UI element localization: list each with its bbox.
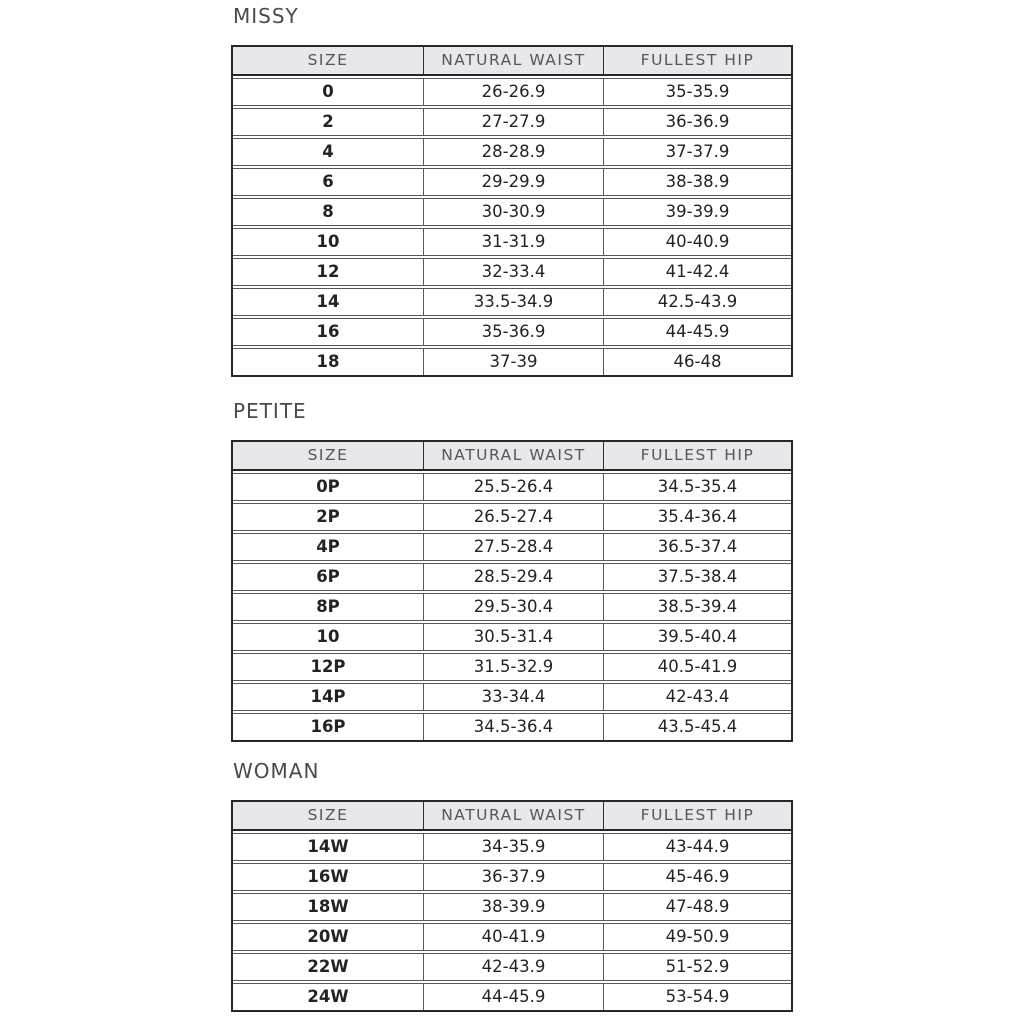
section-title: WOMAN: [233, 759, 320, 783]
column-header-size: SIZE: [307, 50, 349, 69]
natural-waist-cell: 44-45.9: [423, 984, 603, 1010]
fullest-hip-cell: 43.5-45.4: [603, 714, 791, 740]
section-woman: [231, 759, 793, 1012]
natural-waist-cell: 29.5-30.4: [423, 594, 603, 620]
natural-waist-cell: 42-43.9: [423, 954, 603, 980]
column-header-size: SIZE: [307, 805, 349, 824]
column-header-natural-waist: NATURAL WAIST: [423, 47, 603, 74]
size-cell: 6P: [316, 566, 340, 586]
table-row: [233, 563, 791, 591]
natural-waist-cell: 32-33.4: [423, 259, 603, 285]
natural-waist-cell: 33-34.4: [423, 684, 603, 710]
size-cell: 16: [316, 321, 340, 341]
natural-waist-cell: 29-29.9: [423, 169, 603, 195]
column-header-fullest-hip: FULLEST HIP: [603, 47, 791, 74]
natural-waist-cell: 27.5-28.4: [423, 534, 603, 560]
natural-waist-cell: 28-28.9: [423, 139, 603, 165]
table-row: [233, 533, 791, 561]
natural-waist-cell: 31.5-32.9: [423, 654, 603, 680]
natural-waist-cell: 30.5-31.4: [423, 624, 603, 650]
fullest-hip-cell: 46-48: [603, 349, 791, 375]
natural-waist-cell: 30-30.9: [423, 199, 603, 225]
table-row: [233, 348, 791, 375]
table-row: [233, 138, 791, 166]
column-header-natural-waist: NATURAL WAIST: [423, 802, 603, 829]
table-row: [233, 108, 791, 136]
table-row: [233, 168, 791, 196]
fullest-hip-cell: 38.5-39.4: [603, 594, 791, 620]
size-cell: 16W: [307, 866, 349, 886]
size-cell: 12: [316, 261, 340, 281]
fullest-hip-cell: 44-45.9: [603, 319, 791, 345]
table-row: [233, 503, 791, 531]
size-cell: 2P: [316, 506, 340, 526]
size-table: [231, 45, 793, 377]
size-cell: 12P: [310, 656, 346, 676]
natural-waist-cell: 25.5-26.4: [423, 474, 603, 500]
fullest-hip-cell: 37.5-38.4: [603, 564, 791, 590]
table-row: [233, 473, 791, 501]
natural-waist-cell: 36-37.9: [423, 864, 603, 890]
size-cell: 14: [316, 291, 340, 311]
size-table: [231, 440, 793, 742]
table-row: [233, 593, 791, 621]
size-cell: 18W: [307, 896, 349, 916]
section-missy: [231, 4, 793, 377]
fullest-hip-cell: 42-43.4: [603, 684, 791, 710]
natural-waist-cell: 31-31.9: [423, 229, 603, 255]
fullest-hip-cell: 49-50.9: [603, 924, 791, 950]
size-cell: 10: [316, 626, 340, 646]
fullest-hip-cell: 37-37.9: [603, 139, 791, 165]
size-cell: 2: [322, 111, 334, 131]
section-petite: [231, 399, 793, 742]
table-header-row: [233, 802, 791, 831]
table-row: [233, 983, 791, 1010]
table-row: [233, 683, 791, 711]
size-cell: 14P: [310, 686, 346, 706]
size-cell: 0P: [316, 476, 340, 496]
natural-waist-cell: 40-41.9: [423, 924, 603, 950]
natural-waist-cell: 28.5-29.4: [423, 564, 603, 590]
table-row: [233, 198, 791, 226]
fullest-hip-cell: 45-46.9: [603, 864, 791, 890]
natural-waist-cell: 26.5-27.4: [423, 504, 603, 530]
size-cell: 10: [316, 231, 340, 251]
column-header-size: SIZE: [307, 445, 349, 464]
section-title: PETITE: [233, 399, 307, 423]
natural-waist-cell: 33.5-34.9: [423, 289, 603, 315]
fullest-hip-cell: 39.5-40.4: [603, 624, 791, 650]
size-cell: 6: [322, 171, 334, 191]
size-cell: 8: [322, 201, 334, 221]
natural-waist-cell: 26-26.9: [423, 79, 603, 105]
column-header-fullest-hip: FULLEST HIP: [603, 442, 791, 469]
table-header-row: [233, 442, 791, 471]
natural-waist-cell: 27-27.9: [423, 109, 603, 135]
table-row: [233, 833, 791, 861]
table-row: [233, 78, 791, 106]
fullest-hip-cell: 39-39.9: [603, 199, 791, 225]
table-row: [233, 953, 791, 981]
table-row: [233, 228, 791, 256]
table-row: [233, 893, 791, 921]
fullest-hip-cell: 41-42.4: [603, 259, 791, 285]
natural-waist-cell: 34.5-36.4: [423, 714, 603, 740]
natural-waist-cell: 35-36.9: [423, 319, 603, 345]
table-row: [233, 318, 791, 346]
fullest-hip-cell: 36.5-37.4: [603, 534, 791, 560]
table-row: [233, 288, 791, 316]
size-cell: 4P: [316, 536, 340, 556]
table-header-row: [233, 47, 791, 76]
fullest-hip-cell: 35-35.9: [603, 79, 791, 105]
size-cell: 16P: [310, 716, 346, 736]
table-row: [233, 923, 791, 951]
fullest-hip-cell: 36-36.9: [603, 109, 791, 135]
fullest-hip-cell: 35.4-36.4: [603, 504, 791, 530]
fullest-hip-cell: 51-52.9: [603, 954, 791, 980]
size-table: [231, 800, 793, 1012]
size-cell: 8P: [316, 596, 340, 616]
natural-waist-cell: 37-39: [423, 349, 603, 375]
size-cell: 20W: [307, 926, 349, 946]
size-cell: 18: [316, 351, 340, 371]
size-cell: 22W: [307, 956, 349, 976]
fullest-hip-cell: 47-48.9: [603, 894, 791, 920]
section-title: MISSY: [233, 4, 299, 28]
size-cell: 14W: [307, 836, 349, 856]
fullest-hip-cell: 43-44.9: [603, 834, 791, 860]
fullest-hip-cell: 53-54.9: [603, 984, 791, 1010]
size-cell: 24W: [307, 986, 349, 1006]
fullest-hip-cell: 38-38.9: [603, 169, 791, 195]
fullest-hip-cell: 40-40.9: [603, 229, 791, 255]
fullest-hip-cell: 40.5-41.9: [603, 654, 791, 680]
size-cell: 0: [322, 81, 334, 101]
fullest-hip-cell: 42.5-43.9: [603, 289, 791, 315]
table-row: [233, 863, 791, 891]
table-row: [233, 713, 791, 740]
table-row: [233, 653, 791, 681]
column-header-natural-waist: NATURAL WAIST: [423, 442, 603, 469]
size-cell: 4: [322, 141, 334, 161]
fullest-hip-cell: 34.5-35.4: [603, 474, 791, 500]
table-row: [233, 623, 791, 651]
natural-waist-cell: 34-35.9: [423, 834, 603, 860]
natural-waist-cell: 38-39.9: [423, 894, 603, 920]
table-row: [233, 258, 791, 286]
column-header-fullest-hip: FULLEST HIP: [603, 802, 791, 829]
